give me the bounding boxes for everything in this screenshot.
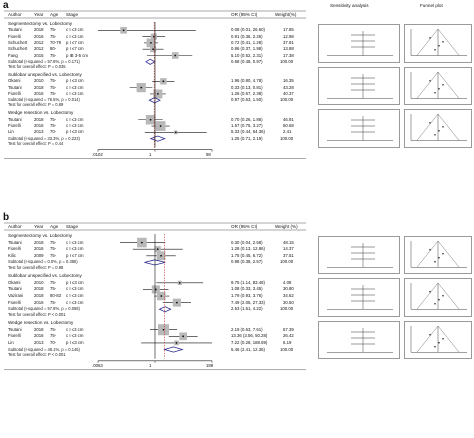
study-stage: c I ≤3 cm bbox=[66, 123, 84, 129]
point-estimate bbox=[160, 295, 162, 297]
study-author: Fiorelli bbox=[8, 246, 21, 252]
funnel-point bbox=[429, 249, 431, 251]
group-title: Wedge resection vs. Lobectomy bbox=[8, 110, 74, 116]
point-estimate bbox=[157, 248, 159, 250]
study-stage: p I ≤3 cm bbox=[66, 339, 84, 345]
study-author: Okami bbox=[8, 279, 21, 285]
thumbnail-line bbox=[417, 326, 438, 352]
study-age: 75- bbox=[50, 52, 57, 58]
study-stage: c I ≤3 cm bbox=[66, 286, 84, 292]
funnel-point bbox=[429, 80, 431, 82]
thumbnail-line bbox=[417, 241, 438, 267]
study-stage: c I ≤3 cm bbox=[66, 333, 84, 339]
sensitivity-thumbnail bbox=[318, 109, 400, 148]
point-estimate bbox=[141, 242, 143, 244]
study-age: 70- bbox=[50, 129, 57, 135]
study-author: Lin bbox=[8, 339, 14, 345]
study-age: 75- bbox=[50, 27, 57, 33]
study-stage: c I ≤3 cm bbox=[66, 299, 84, 305]
point-estimate bbox=[160, 255, 162, 257]
study-age: 75- bbox=[50, 84, 57, 90]
header-author: Author bbox=[8, 12, 22, 17]
funnel-thumbnail bbox=[404, 67, 472, 106]
thumbnail-line bbox=[438, 29, 459, 56]
study-stage: p I ≤7 cm bbox=[66, 252, 84, 258]
thumbnail-line bbox=[438, 283, 459, 309]
study-year: 2009 bbox=[34, 252, 44, 258]
study-year: 2016 bbox=[34, 123, 44, 129]
study-weight: 30.80 bbox=[283, 286, 294, 292]
study-stage: p I ≤7 cm bbox=[66, 46, 84, 52]
study-or: 1.26 (0.67, 2.38) bbox=[231, 90, 263, 96]
study-stage: c I ≤3 cm bbox=[66, 90, 84, 96]
study-or: 1.79 (0.93, 3.76) bbox=[231, 293, 263, 299]
study-weight: 14.37 bbox=[283, 246, 294, 252]
study-stage: c I ≤3 cm bbox=[66, 246, 84, 252]
subtotal-weight: 100.00 bbox=[280, 135, 294, 141]
study-weight: 2.41 bbox=[283, 129, 292, 135]
axis-tick-label: 189 bbox=[206, 362, 214, 368]
study-or: 1.75 (0.45, 6.72) bbox=[231, 252, 263, 258]
study-stage: p I ≤3 cm bbox=[66, 78, 84, 84]
axis-tick-label: .0102 bbox=[92, 151, 103, 157]
study-weight: 4.08 bbox=[283, 279, 292, 285]
funnel-point bbox=[442, 295, 444, 297]
study-year: 2010 bbox=[34, 279, 44, 285]
study-weight: 50.68 bbox=[283, 123, 294, 129]
study-weight: 26.42 bbox=[283, 333, 294, 339]
study-or: 0.30 (0.04, 2.58) bbox=[231, 239, 263, 245]
subtotal-label: Subtotal (I-squared = 48.1%, p = 0.145) bbox=[8, 346, 80, 352]
group-title: Wedge resection vs. Lobectomy bbox=[8, 320, 74, 326]
funnel-point bbox=[438, 88, 440, 90]
point-estimate bbox=[150, 42, 152, 44]
study-or: 1.96 (0.80, 4.78) bbox=[231, 78, 263, 84]
point-estimate bbox=[140, 87, 142, 89]
study-stage: c I ≤3 cm bbox=[66, 27, 84, 33]
funnel-point bbox=[434, 92, 436, 94]
group-title: Sublobar unspecified vs. Lobectomy bbox=[8, 72, 82, 78]
overall-effect-text: Test for overall effect: P = 0.035 bbox=[8, 63, 66, 69]
point-estimate bbox=[179, 282, 181, 284]
study-or: 0.72 (0.41, 1.28) bbox=[231, 39, 263, 45]
axis-tick-label: 1 bbox=[149, 151, 152, 157]
study-year: 2013 bbox=[34, 129, 44, 135]
study-author: Fiorelli bbox=[8, 123, 21, 129]
subtotal-or: 0.97 (0.63, 1.50) bbox=[231, 97, 263, 103]
funnel-point bbox=[438, 130, 440, 132]
subtotal-diamond bbox=[159, 307, 170, 312]
header-stage: Stage bbox=[66, 12, 79, 17]
funnel-point bbox=[429, 122, 431, 124]
subtotal-label: Subtotal (I-squared = 0.0%, p = 0.385) bbox=[8, 259, 78, 265]
study-year: 2010 bbox=[34, 78, 44, 84]
funnel-point bbox=[434, 303, 436, 305]
sensitivity-thumbnail bbox=[318, 278, 400, 316]
study-stage: p I ≤3 cm bbox=[66, 129, 84, 135]
study-age: 70-79 bbox=[50, 39, 61, 45]
study-weight: 46.91 bbox=[283, 116, 294, 122]
funnel-point bbox=[434, 134, 436, 136]
subtotal-diamond bbox=[146, 59, 155, 64]
study-or: 0.70 (0.26, 1.86) bbox=[231, 116, 263, 122]
study-stage: c I ≤3 cm bbox=[66, 326, 84, 332]
study-or: 0.91 (0.36, 2.26) bbox=[231, 33, 263, 39]
sensitivity-thumbnail bbox=[318, 67, 400, 106]
funnel-point bbox=[429, 291, 431, 293]
study-age: 80- bbox=[50, 46, 57, 52]
header-weight: Weight (%) bbox=[275, 224, 298, 229]
funnel-point bbox=[438, 341, 440, 343]
subtotal-weight: 100.00 bbox=[280, 97, 294, 103]
study-author: Schuchert bbox=[8, 39, 28, 45]
header-stage: Stage bbox=[66, 224, 79, 229]
study-weight: 30.50 bbox=[283, 299, 294, 305]
sensitivity-thumbnail bbox=[318, 236, 400, 274]
study-weight: 43.28 bbox=[283, 84, 294, 90]
thumbnail-line bbox=[438, 72, 459, 99]
group-title: Segmentectomy vs. Lobectomy bbox=[8, 21, 73, 26]
study-year: 2012 bbox=[34, 39, 44, 45]
subtotal-weight: 100.00 bbox=[280, 58, 294, 64]
funnel-point bbox=[438, 299, 440, 301]
study-year: 2018 bbox=[34, 84, 44, 90]
study-author: Schuchert bbox=[8, 46, 28, 52]
funnel-thumbnail bbox=[404, 236, 472, 274]
study-stage: c I ≤3 cm bbox=[66, 116, 84, 122]
study-or: 1.28 (0.13, 12.86) bbox=[231, 246, 265, 252]
subtotal-weight: 100.00 bbox=[280, 259, 294, 265]
study-weight: 67.39 bbox=[283, 326, 294, 332]
funnel-point bbox=[442, 84, 444, 86]
study-author: Fang bbox=[8, 52, 18, 58]
panel-letter: b bbox=[3, 212, 10, 223]
funnel-thumbnail bbox=[404, 109, 472, 148]
subtotal-diamond bbox=[165, 347, 183, 352]
study-author: Fiorelli bbox=[8, 299, 21, 305]
study-or: 13.36 (3.56, 50.28) bbox=[231, 333, 268, 339]
funnel-point bbox=[442, 41, 444, 43]
study-author: Tsutani bbox=[8, 27, 22, 33]
study-stage: c I ≤3 cm bbox=[66, 293, 84, 299]
study-age: 75- bbox=[50, 286, 57, 292]
study-author: Tsutani bbox=[8, 84, 22, 90]
funnel-thumbnail bbox=[404, 278, 472, 316]
overall-effect-text: Test for overall effect: P = 0.89 bbox=[8, 102, 64, 108]
study-weight: 17.38 bbox=[283, 52, 294, 58]
study-weight: 6.19 bbox=[283, 339, 292, 345]
study-age: 75- bbox=[50, 123, 57, 129]
thumbnail-line bbox=[438, 114, 459, 141]
study-year: 2016 bbox=[34, 333, 44, 339]
sensitivity-thumbnail bbox=[318, 321, 400, 359]
study-author: Tsutani bbox=[8, 286, 22, 292]
study-year: 2015 bbox=[34, 52, 44, 58]
study-or: 9.75 (1.14, 83.48) bbox=[231, 279, 265, 285]
thumbnail-line bbox=[417, 283, 438, 309]
subtotal-or: 5.46 (2.41, 12.36) bbox=[231, 346, 265, 352]
study-stage: p I ≤7 cm bbox=[66, 39, 84, 45]
study-stage: c I ≤3 cm bbox=[66, 33, 84, 39]
funnel-point bbox=[438, 45, 440, 47]
study-year: 2016 bbox=[34, 90, 44, 96]
subtotal-label: Subtotal (I-squared = 76.5%, p = 0.014) bbox=[8, 97, 80, 103]
header-year: Year bbox=[34, 224, 44, 229]
panel-letter: a bbox=[3, 0, 9, 11]
study-weight: 13.88 bbox=[283, 46, 294, 52]
subtotal-label: Subtotal (I-squared = 33.3%, p = 0.223) bbox=[8, 135, 80, 141]
study-year: 2018 bbox=[34, 239, 44, 245]
funnel-thumbnail bbox=[404, 24, 472, 63]
point-estimate bbox=[176, 302, 178, 304]
subtotal-diamond bbox=[151, 136, 165, 141]
header-sensitivity: Sensitivity analysis bbox=[330, 3, 369, 8]
study-age: 75- bbox=[50, 116, 57, 122]
point-estimate bbox=[175, 131, 177, 133]
funnel-point bbox=[429, 333, 431, 335]
study-weight: 40.37 bbox=[283, 90, 294, 96]
thumbnail-line bbox=[438, 326, 459, 352]
study-weight: 37.91 bbox=[283, 39, 294, 45]
thumbnail-line bbox=[417, 114, 438, 141]
study-year: 2018 bbox=[34, 326, 44, 332]
subtotal-or: 0.98 (0.38, 2.57) bbox=[231, 259, 263, 265]
subtotal-or: 0.68 (0.48, 0.97) bbox=[231, 58, 263, 64]
funnel-point bbox=[434, 49, 436, 51]
header-or: OR (95% CI) bbox=[231, 224, 258, 229]
overall-effect-text: Test for overall effect: P < 0.001 bbox=[8, 351, 66, 357]
study-author: Okami bbox=[8, 78, 21, 84]
study-age: 75- bbox=[50, 33, 57, 39]
study-age: 75- bbox=[50, 333, 57, 339]
study-year: 2012 bbox=[34, 46, 44, 52]
subtotal-weight: 100.00 bbox=[280, 306, 294, 312]
study-year: 2013 bbox=[34, 339, 44, 345]
study-or: 7.22 (0.28, 188.69) bbox=[231, 339, 268, 345]
overall-effect-text: Test for overall effect: P = 0.98 bbox=[8, 264, 64, 270]
point-estimate bbox=[123, 29, 125, 31]
study-stage: c I ≤3 cm bbox=[66, 239, 84, 245]
study-year: 2016 bbox=[34, 246, 44, 252]
group-title: Sublobar unspecified vs. Lobectomy bbox=[8, 273, 82, 279]
study-age: 75- bbox=[50, 326, 57, 332]
study-author: Lin bbox=[8, 129, 14, 135]
header-author: Author bbox=[8, 224, 22, 229]
subtotal-label: Subtotal (I-squared = 57.8%, p = 0.068) bbox=[8, 306, 80, 312]
point-estimate bbox=[162, 80, 164, 82]
overall-effect-text: Test for overall effect: P < 0.001 bbox=[8, 311, 66, 317]
study-year: 2016 bbox=[34, 33, 44, 39]
study-author: Tsutani bbox=[8, 239, 22, 245]
study-age: 80-83 bbox=[50, 293, 61, 299]
header-year: Year bbox=[34, 12, 44, 17]
overall-effect-text: Test for overall effect: P = 0.44 bbox=[8, 140, 64, 146]
study-age: 75- bbox=[50, 252, 57, 258]
study-year: 2018 bbox=[34, 27, 44, 33]
subtotal-weight: 100.00 bbox=[280, 346, 294, 352]
thumbnail-line bbox=[438, 241, 459, 267]
study-weight: 12.98 bbox=[283, 33, 294, 39]
study-age: 75- bbox=[50, 299, 57, 305]
header-age: Age bbox=[50, 12, 59, 17]
study-or: 5.10 (0.52, 2.31) bbox=[231, 52, 263, 58]
funnel-point bbox=[442, 126, 444, 128]
study-author: Tsutani bbox=[8, 326, 22, 332]
study-age: 75- bbox=[50, 90, 57, 96]
funnel-point bbox=[442, 253, 444, 255]
thumbnail-line bbox=[417, 72, 438, 99]
study-or: 2.19 (0.63, 7.61) bbox=[231, 326, 263, 332]
panel-a bbox=[0, 0, 474, 205]
study-stage: p I ≤3 cm bbox=[66, 279, 84, 285]
study-author: Fiorelli bbox=[8, 33, 21, 39]
study-stage: c I ≤3 cm bbox=[66, 84, 84, 90]
study-weight: 34.62 bbox=[283, 293, 294, 299]
study-age: 75- bbox=[50, 78, 57, 84]
study-weight: 16.35 bbox=[283, 78, 294, 84]
study-author: Kilic bbox=[8, 252, 16, 258]
study-year: 2018 bbox=[34, 286, 44, 292]
header-age: Age bbox=[50, 224, 59, 229]
study-author: Tsutani bbox=[8, 116, 22, 122]
study-or: 0.33 (0.13, 0.81) bbox=[231, 84, 263, 90]
study-author: Fiorelli bbox=[8, 333, 21, 339]
study-stage: p IB 3-5 cm bbox=[66, 52, 88, 58]
subtotal-or: 1.25 (0.71, 2.19) bbox=[231, 135, 263, 141]
sensitivity-thumbnail bbox=[318, 24, 400, 63]
funnel-point bbox=[434, 261, 436, 263]
point-estimate bbox=[152, 48, 154, 50]
header-funnel: Funnel plot bbox=[420, 3, 443, 8]
study-age: 75- bbox=[50, 239, 57, 245]
study-or: 1.08 (0.33, 3.45) bbox=[231, 286, 263, 292]
group-title: Segmentectomy vs. Lobectomy bbox=[8, 233, 73, 238]
study-or: 5.33 (0.44, 64.36) bbox=[231, 129, 265, 135]
point-estimate bbox=[160, 125, 162, 127]
axis-tick-label: 98 bbox=[206, 151, 211, 157]
point-estimate bbox=[174, 55, 176, 57]
funnel-point bbox=[442, 337, 444, 339]
study-or: 7.49 (2.05, 27.33) bbox=[231, 299, 265, 305]
header-weight: Weight(%) bbox=[275, 12, 297, 17]
point-estimate bbox=[157, 93, 159, 95]
point-estimate bbox=[150, 119, 152, 121]
study-year: 2016 bbox=[34, 299, 44, 305]
point-estimate bbox=[176, 342, 178, 344]
study-age: 75- bbox=[50, 279, 57, 285]
study-weight: 17.85 bbox=[283, 27, 294, 33]
funnel-point bbox=[429, 37, 431, 39]
study-or: 0.08 (0.01, 26.60) bbox=[231, 27, 265, 33]
study-age: 75- bbox=[50, 246, 57, 252]
funnel-thumbnail bbox=[404, 321, 472, 359]
thumbnail-line bbox=[417, 29, 438, 56]
axis-tick-label: .0053 bbox=[92, 362, 103, 368]
study-author: Vazirani bbox=[8, 293, 24, 299]
subtotal-label: Subtotal (I-squared = 57.8%, p = 0.171) bbox=[8, 58, 80, 64]
study-year: 2018 bbox=[34, 293, 44, 299]
study-or: 0.86 (0.37, 1.98) bbox=[231, 46, 263, 52]
study-age: 70- bbox=[50, 339, 57, 345]
subtotal-or: 2.53 (1.51, 4.22) bbox=[231, 306, 263, 312]
study-weight: 37.51 bbox=[283, 252, 294, 258]
study-author: Fiorelli bbox=[8, 90, 21, 96]
header-or: OR (95% CI) bbox=[231, 12, 258, 17]
study-year: 2018 bbox=[34, 116, 44, 122]
study-weight: 48.15 bbox=[283, 239, 294, 245]
axis-tick-label: 1 bbox=[148, 362, 152, 368]
study-or: 1.57 (0.75, 3.27) bbox=[231, 123, 263, 129]
point-estimate bbox=[182, 335, 184, 337]
panel-b bbox=[0, 212, 474, 438]
funnel-point bbox=[434, 345, 436, 347]
funnel-point bbox=[438, 257, 440, 259]
